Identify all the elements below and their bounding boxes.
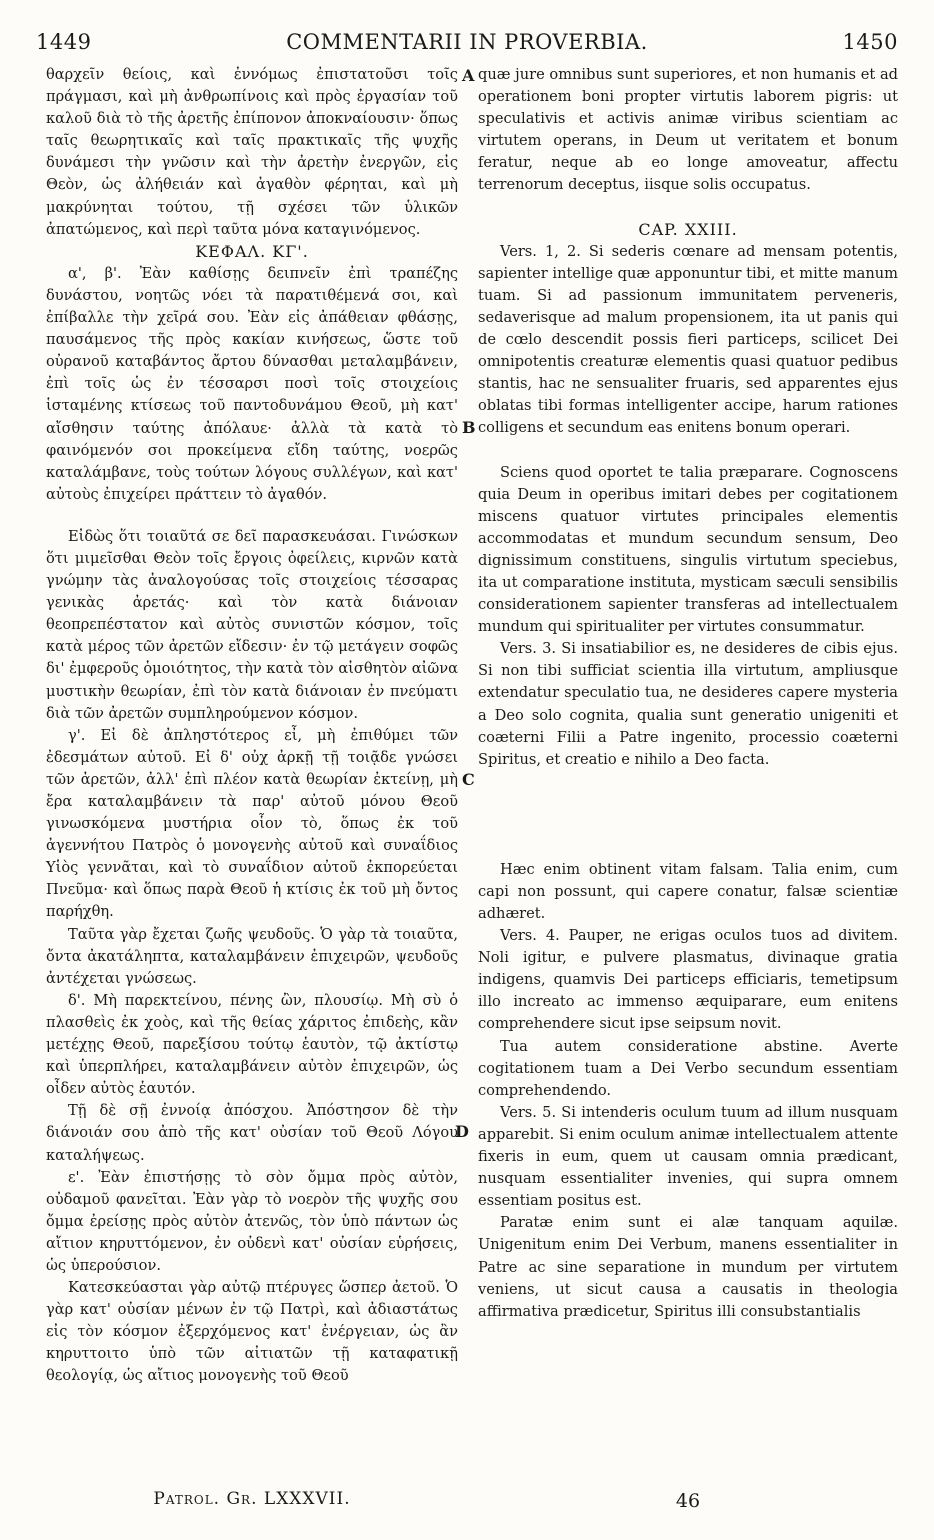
latin-paragraph: Tua autem consideratione abstine. Averte cogitationem tuam a Dei Verbo secundum essentiam comprehendendo. — [478, 1037, 898, 1099]
greek-paragraph: θαρχεῖν θείοις, καὶ ἐννόμως ἐπιστατοῦσι τοῖς πράγμασι, καὶ μὴ ἀνθρωπίνοις καὶ πρὸς ἐργασίαν τοῦ καλοῦ διὰ τὸ τῆς ἀρετῆς ἐπίπονον ἀποκναίουσιν· ὅπως ταῖς θεωρητικαῖς καὶ ταῖς πρακτικαῖς τῆς ψυχῆς δυνάμεσι τὴν γνῶσιν καὶ τὴν ἀρετὴν ἐνεργῶν, εἰς Θεὸν, ὡς ἀλήθειάν καὶ ἀγαθὸν φέρηται, καὶ μὴ μακρύνηται τούτου, τῇ σχέσει τῶν ὑλικῶν ἀπατώμενος, καὶ περὶ ταῦτα μόνα καταγινόμενος. — [46, 66, 458, 238]
greek-paragraph: δ'. Μὴ παρεκτείνου, πένης ὢν, πλουσίῳ. Μὴ σὺ ὁ πλασθεὶς ἐκ χοὸς, καὶ τῆς θείας χάριτος ἐπιδεὴς, κἂν μετέχῃς Θεοῦ, παρεξίσου τούτῳ ἑαυτὸν, τῷ ἀκτίστῳ καὶ ὑπερπλήρει, καταλαμβάνειν αὐτὸν ἐπιχειρῶν, ὡς οἶδεν αὐτὸς ἑαυτόν. — [46, 991, 458, 1098]
greek-paragraph: ε'. Ἐὰν ἐπιστήσῃς τὸ σὸν ὄμμα πρὸς αὐτὸν, οὐδαμοῦ φανεῖται. Ἐὰν γὰρ τὸ νοερὸν τῆς ψυχῆς σου ὄμμα ἐρείσῃς πρὸς αὐτὸν ἀτενῶς, τὸν ὑπὸ πάντων ὡς αἴτιον κηρυττόμενον, ἐν οὐδενὶ κατ' οὐσίαν εὑρήσεις, ὡς ὑπερούσιον. — [46, 1168, 458, 1274]
latin-paragraph: Vers. 4. Pauper, ne erigas oculos tuos ad divitem. Noli igitur, e pulvere plasmatus, divinaque gratia indigens, quamvis Dei particeps efficiaris, temetipsum illo increato ac immenso æquiparare, eum enitens comprehendere sicut ipse seipsum novit. — [478, 927, 898, 1033]
greek-paragraph: Κατεσκεύασται γὰρ αὐτῷ πτέρυγες ὥσπερ ἀετοῦ. Ὁ γὰρ κατ' οὐσίαν μένων ἐν τῷ Πατρὶ, καὶ ἀδιαστάτως εἰς τὸν κόσμον ἐξερχόμενος κατ' ἐνέργειαν, ὡς ἂν κηρυττοιτο ὑπὸ τῶν αἰτιατῶν τῇ καταφατικῇ θεολογίᾳ, ὡς αἴτιος μονογενὴς τοῦ Θεοῦ — [46, 1279, 458, 1385]
latin-paragraph: Sciens quod oportet te talia præparare. Cognoscens quia Deum in operibus imitari debes per cogitationem miscens quatuor virtutes principales elementis accommodatas et mundum secundum sensum, Deo dignissimum constituens, singulis virtutum speciebus, ita ut comparatione instituta, mysticam sæculi sensibilis considerationem sapienter transferas ad intellectualem mundum qui spiritualiter per virtutes consummatur. — [478, 463, 898, 636]
page-number-right: 1450 — [842, 30, 898, 54]
greek-paragraph: Εἰδὼς ὅτι τοιαῦτά σε δεῖ παρασκευάσαι. Γινώσκων ὅτι μιμεῖσθαι Θεὸν τοῖς ἔργοις ὀφείλεις, κιρνῶν κατὰ γνώμην τὰς ἀναλογούσας τοῖς στοιχείοις τέσσαρας γενικὰς ἀρετάς· καὶ τὸν κατὰ διάνοιαν θεοπρεπέστατον καὶ αὐτὸς συνιστῶν κόσμον, τοῖς κατὰ μέρος τῶν ἀρετῶν εἴδεσιν· ἐν τῷ μετάγειν σοφῶς δι' ἐμφεροῦς ὁμοιότητος, τὴν κατὰ τὸν αἰσθητὸν αἰῶνα μυστικὴν θεωρίαν, ἐπὶ τὸν κατὰ διάνοιαν ἐν πνεύματι διὰ τῶν ἀρετῶν συμπληρούμενον κόσμον. — [46, 527, 458, 722]
greek-paragraph: γ'. Εἰ δὲ ἀπληστότερος εἶ, μὴ ἐπιθύμει τῶν ἐδεσμάτων αὐτοῦ. Εἰ δ' οὐχ ἀρκῇ τῇ τοιᾷδε γνώσει τῶν ἀρετῶν, ἀλλ' ἐπὶ πλέον κατὰ θεωρίαν ἐκτείνῃ, μὴ ἔρα καταλαμβάνειν τὰ παρ' αὐτοῦ μόνου Θεοῦ γινωσκόμενα μυστήρια οἷον τὸ, ὅπως ἐκ τοῦ ἀγεννήτου Πατρὸς ὁ μονογενὴς αὐτοῦ καὶ συναΐδιος Υἱὸς γεννᾶται, καὶ τὸ συναΐδιον αὐτοῦ ἐκπορεύεται Πνεῦμα· καὶ ὅπως παρὰ Θεοῦ ἡ κτίσις ἐκ τοῦ μὴ ὄντος παρήχθη. — [46, 726, 458, 921]
greek-paragraph: α', β'. Ἐὰν καθίσῃς δειπνεῖν ἐπὶ τραπέζης δυνάστου, νοητῶς νόει τὰ παρατιθέμενά σοι, καὶ ἐπίβαλλε τὴν χεῖρά σου. Ἐὰν εἰς ἀπάθειαν φθάσῃς, παυσάμενος τῆς πρὸς κακίαν κινήσεως, ὥστε τοῦ οὐρανοῦ καταβάντος ἄρτου δύνασθαι μεταλαμβάνειν, ἐπὶ τοῖς ὡς ἐν τέσσαρσι ποσὶ τοῖς στοιχείοις ἱσταμένης κτίσεως τοῦ παντοδυνάμου Θεοῦ, μὴ κατ' αἴσθησιν ταύτης ἀπόλαυε· ἀλλὰ τὰ κατὰ τὸ φαινόμενόν σοι προκείμενα εἴδη ταύτης, νοερῶς καταλάμβανε, τοὺς τούτων λόγους συλλέγων, καὶ κατ' αὐτοὺς ἐπιχείρει πράττειν τὸ ἀγαθόν. — [46, 264, 458, 503]
latin-paragraph: Vers. 3. Si insatiabilior es, ne desideres de cibis ejus. Si non tibi sufficiat scientia illa virtutum, ampliusque extendatur speculatio tua, ne desideres capere mysteria a Deo solo cognita, qualia sunt generatio unigeniti et coæterni Filii a Patre ingenito, processio coæterni Spiritus, et creatio e nihilo a Deo facta. — [478, 640, 898, 768]
running-title: COMMENTARII IN PROVERBIA. — [286, 30, 648, 54]
footer-collection: Patrol. Gr. LXXXVII. — [153, 1489, 351, 1509]
margin-letter-b: B — [462, 418, 476, 437]
margin-letter-c: C — [462, 770, 475, 789]
margin-letter-a: A — [462, 66, 475, 85]
margin-letter-d: D — [455, 1122, 469, 1141]
page-number-left: 1449 — [36, 30, 92, 54]
page-header — [36, 30, 898, 60]
latin-paragraph: Vers. 5. Si intenderis oculum tuum ad illum nusquam apparebit. Si enim oculum animæ intellectualem attente fixeris in eum, quem ut causam omnia prædicant, nusquam essentialiter invenies, qui supra omnem essentiam positus est. — [478, 1103, 898, 1210]
latin-paragraph: quæ jure omnibus sunt superiores, et non humanis et ad operationem boni propter virtutis laborem pigris: ut speculativis et activis animæ viribus scientiam ac virtutem operans, in Deum ut veritatem et bonum feratur, neque ab eo longe amoveatur, affectu terrenorum deceptus, iisque solis occupatus. — [478, 66, 898, 194]
footer-signature: 46 — [675, 1490, 701, 1512]
latin-paragraph: Paratæ enim sunt ei alæ tanquam aquilæ. Unigenitum enim Dei Verbum, manens essentialiter in Patre ac sine separatione in mundum per virtutem veniens, ut sicut causa a causatis in theologia affirmativa prædicetur, Spiritus illi consubstantialis — [478, 1214, 898, 1320]
greek-paragraph: Τῇ δὲ σῇ ἐννοίᾳ ἀπόσχου. Ἀπόστησον δὲ τὴν διάνοιάν σου ἀπὸ τῆς κατ' οὐσίαν τοῦ Θεοῦ Λόγου καταλήψεως. — [46, 1102, 458, 1164]
latin-paragraph: Hæc enim obtinent vitam falsam. Talia enim, cum capi non possunt, qui capere conatur, falsæ scientiæ adhæret. — [478, 860, 898, 922]
latin-column — [478, 64, 898, 1323]
greek-paragraph: Ταῦτα γὰρ ἔχεται ζωῆς ψευδοῦς. Ὁ γὰρ τὰ τοιαῦτα, ὄντα ἀκατάληπτα, καταλαμβάνειν ἐπιχειρῶν, ψευδοῦς ἀντέχεται γνώσεως. — [46, 925, 458, 987]
greek-chapter-heading: ΚΕΦΑΛ. ΚΓ'. — [195, 241, 309, 261]
greek-column — [46, 64, 458, 1388]
latin-paragraph: Vers. 1, 2. Si sederis cœnare ad mensam potentis, sapienter intellige quæ apponuntur tibi, et mitte manum tuam. Si ad passionum immunitatem perveneris, sedaverisque ad malum propensionem, ita ut panis qui de cœlo descendit possis fieri particeps, scilicet Dei omnipotentis creaturæ elementis quasi quatuor pedibus stantis, hac ne sensualiter fruaris, sed apparentes ejus oblatas tibi formas intelligenter accipe, harum rationes colligens et secundum eas enitens bonum operari. — [478, 242, 898, 437]
latin-chapter-heading: CAP. XXIII. — [638, 219, 738, 239]
